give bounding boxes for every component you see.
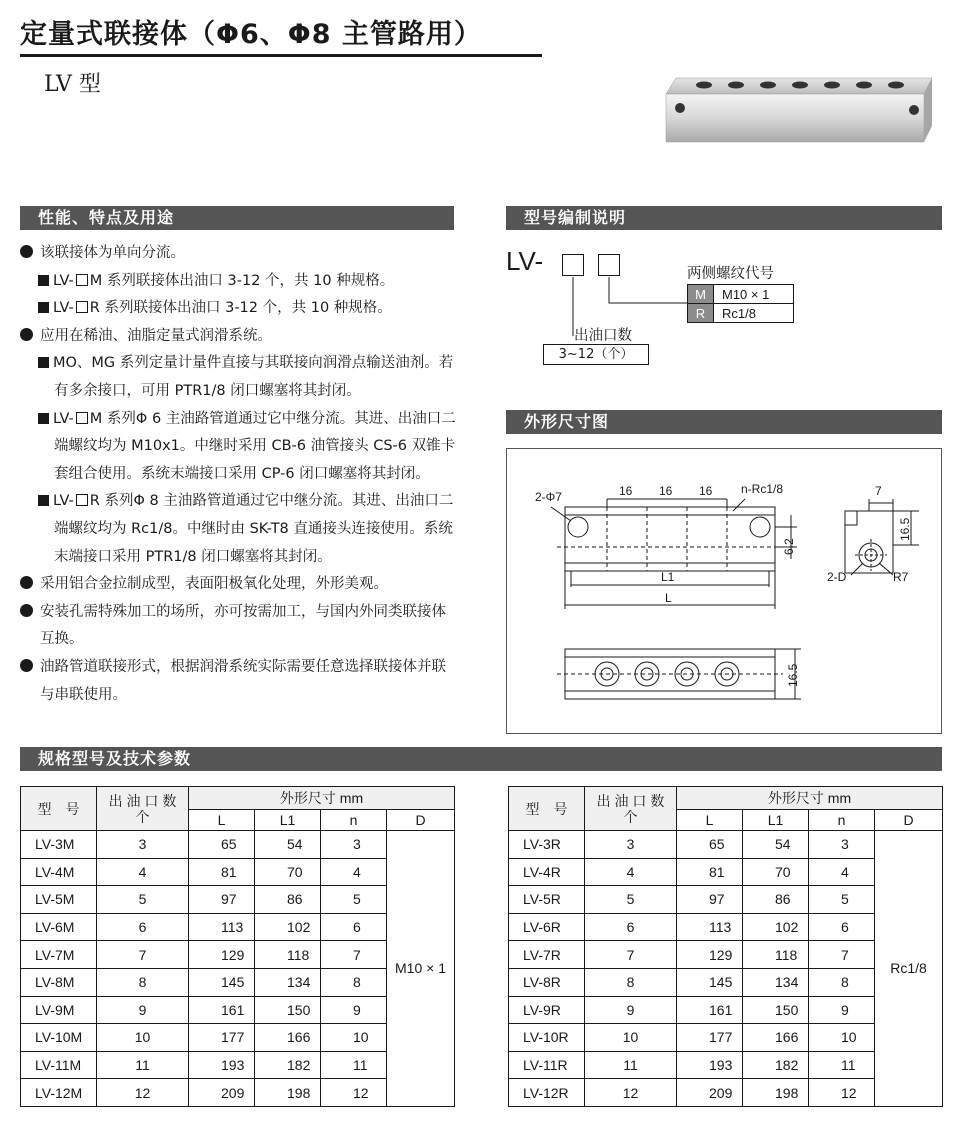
list-item: 该联接体为单向分流。 [20, 240, 460, 268]
bullet-icon [20, 576, 33, 589]
cell-L1: 150 [743, 996, 809, 1024]
list-item: 油路管道联接形式，根据润滑系统实际需要任意选择联接体并联与串联使用。 [20, 654, 460, 709]
cell-outlets: 6 [585, 913, 677, 941]
cell-L1: 102 [743, 913, 809, 941]
header-n: n [321, 810, 387, 831]
placeholder-box-icon [76, 301, 88, 313]
cell-outlets: 4 [97, 858, 189, 886]
cell-outlets: 11 [585, 1051, 677, 1079]
cell-model: LV-9M [21, 996, 97, 1024]
page-title: 定量式联接体（Φ6、Φ8 主管路用） [20, 19, 482, 50]
cell-L: 113 [189, 913, 255, 941]
cell-L: 177 [677, 1024, 743, 1052]
bullet-icon [20, 659, 33, 672]
dim-16-b: 16 [659, 484, 673, 498]
dim-16-c: 16 [699, 484, 713, 498]
section-dimensions-heading: 外形尺寸图 [506, 410, 942, 434]
header-n: n [809, 810, 875, 831]
cell-outlets: 3 [585, 831, 677, 859]
list-item: 安装孔需特殊加工的场所，亦可按需加工，与国内外同类联接体互换。 [20, 599, 460, 654]
cell-model: LV-4M [21, 858, 97, 886]
dim-thread: n-Rc1/8 [741, 482, 784, 496]
cell-L: 65 [189, 831, 255, 859]
table-row [509, 831, 943, 859]
cell-outlets: 8 [97, 968, 189, 996]
square-bullet-icon [38, 302, 49, 313]
bullet-icon [20, 604, 33, 617]
cell-L: 193 [677, 1051, 743, 1079]
cell-n: 9 [321, 996, 387, 1024]
bullet-icon [20, 245, 33, 258]
list-item: LV- R 系列Φ 8 主油路管道通过它中继分流。其进、出油口二端螺纹均为 Rc1/8。中继时由 SK-T8 直通接头连接使用。系统末端接口采用 PTR1/8 闭口螺塞将其封闭。 [20, 488, 460, 571]
cell-L1: 86 [255, 886, 321, 914]
header-model: 型 号 [509, 787, 585, 831]
cell-L: 129 [189, 941, 255, 969]
code-prefix: LV- [506, 246, 544, 276]
outlet-range-box: 3~12（个） [543, 344, 649, 365]
cell-n: 6 [321, 913, 387, 941]
cell-outlets: 10 [585, 1024, 677, 1052]
title-underline [20, 54, 542, 57]
cell-n: 9 [809, 996, 875, 1024]
cell-L1: 54 [743, 831, 809, 859]
thread-value: Rc1/8 [714, 304, 794, 323]
thread-code-table [687, 284, 794, 323]
cell-L: 161 [189, 996, 255, 1024]
header-L: L [677, 810, 743, 831]
cell-L: 161 [677, 996, 743, 1024]
cell-L1: 118 [255, 941, 321, 969]
dim-16-5-side: 16.5 [898, 517, 912, 541]
cell-outlets: 7 [585, 941, 677, 969]
cell-L: 81 [189, 858, 255, 886]
cell-model: LV-11M [21, 1051, 97, 1079]
list-item: 采用铝合金拉制成型，表面阳极氧化处理，外形美观。 [20, 571, 460, 599]
dim-16-a: 16 [619, 484, 633, 498]
cell-L: 113 [677, 913, 743, 941]
thread-key: M [688, 285, 714, 304]
cell-outlets: 8 [585, 968, 677, 996]
drawing-svg [507, 449, 941, 733]
cell-outlets: 7 [97, 941, 189, 969]
list-item: LV- M 系列Φ 6 主油路管道通过它中继分流。其进、出油口二端螺纹均为 M10x1。中继时采用 CB-6 油管接头 CS-6 双锥卡套组合使用。系统末端接口采用 CP-6 闭口螺塞将其封闭。 [20, 406, 460, 489]
cell-D: Rc1/8 [875, 831, 943, 1107]
thread-code-label: 两侧螺纹代号 [687, 266, 774, 282]
dim-6-2: 6.2 [782, 538, 796, 555]
header-dims: 外形尺寸 mm [677, 787, 943, 810]
dimension-drawing [506, 448, 942, 734]
cell-model: LV-5R [509, 886, 585, 914]
page-subtitle: LV 型 [44, 72, 101, 97]
cell-L: 145 [677, 968, 743, 996]
cell-outlets: 12 [97, 1079, 189, 1107]
header-L1: L1 [743, 810, 809, 831]
dim-phi7: 2-Φ7 [535, 490, 562, 504]
spec-table-m-body [21, 831, 455, 1107]
thread-value: M10 × 1 [714, 285, 794, 304]
list-item: LV- M 系列联接体出油口 3-12 个，共 10 种规格。 [20, 268, 460, 296]
cell-outlets: 3 [97, 831, 189, 859]
cell-n: 3 [321, 831, 387, 859]
cell-D: M10 × 1 [387, 831, 455, 1107]
cell-L1: 166 [255, 1024, 321, 1052]
cell-outlets: 11 [97, 1051, 189, 1079]
cell-L1: 70 [255, 858, 321, 886]
cell-L: 177 [189, 1024, 255, 1052]
cell-outlets: 6 [97, 913, 189, 941]
cell-n: 8 [321, 968, 387, 996]
cell-model: LV-12R [509, 1079, 585, 1107]
cell-L1: 198 [743, 1079, 809, 1107]
dim-L: L [665, 591, 672, 605]
product-photo [662, 72, 934, 146]
cell-outlets: 4 [585, 858, 677, 886]
model-code-diagram [506, 240, 806, 380]
section-code-heading: 型号编制说明 [506, 206, 942, 230]
dim-R7: R7 [893, 570, 909, 584]
header-dims: 外形尺寸 mm [189, 787, 455, 810]
cell-n: 4 [809, 858, 875, 886]
list-item: LV- R 系列联接体出油口 3-12 个，共 10 种规格。 [20, 295, 460, 323]
cell-n: 5 [321, 886, 387, 914]
cell-L1: 198 [255, 1079, 321, 1107]
cell-model: LV-5M [21, 886, 97, 914]
cell-n: 6 [809, 913, 875, 941]
dim-L1: L1 [661, 570, 675, 584]
cell-model: LV-8R [509, 968, 585, 996]
spec-table-r-body [509, 831, 943, 1107]
cell-L1: 54 [255, 831, 321, 859]
cell-L1: 134 [743, 968, 809, 996]
cell-n: 12 [321, 1079, 387, 1107]
cell-n: 3 [809, 831, 875, 859]
dim-16-5-bottom: 16.5 [786, 663, 800, 687]
cell-n: 5 [809, 886, 875, 914]
cell-L: 97 [189, 886, 255, 914]
cell-n: 7 [809, 941, 875, 969]
cell-model: LV-10M [21, 1024, 97, 1052]
cell-L1: 102 [255, 913, 321, 941]
bullet-icon [20, 328, 33, 341]
dim-D: 2-D [827, 570, 847, 584]
table-row [688, 285, 794, 304]
cell-model: LV-8M [21, 968, 97, 996]
cell-L1: 134 [255, 968, 321, 996]
placeholder-box-icon [76, 494, 88, 506]
cell-L: 81 [677, 858, 743, 886]
list-item: 应用在稀油、油脂定量式润滑系统。 [20, 323, 460, 351]
square-bullet-icon [38, 413, 49, 424]
header-outlets: 出 油 口 数 个 [97, 787, 189, 831]
features-list [20, 240, 460, 709]
cell-L: 193 [189, 1051, 255, 1079]
cell-L: 209 [677, 1079, 743, 1107]
cell-L: 145 [189, 968, 255, 996]
cell-model: LV-11R [509, 1051, 585, 1079]
square-bullet-icon [38, 275, 49, 286]
cell-n: 10 [321, 1024, 387, 1052]
cell-model: LV-4R [509, 858, 585, 886]
cell-n: 12 [809, 1079, 875, 1107]
cell-n: 11 [809, 1051, 875, 1079]
cell-model: LV-3M [21, 831, 97, 859]
cell-model: LV-7R [509, 941, 585, 969]
cell-outlets: 9 [97, 996, 189, 1024]
header-L: L [189, 810, 255, 831]
cell-L1: 182 [743, 1051, 809, 1079]
cell-model: LV-6R [509, 913, 585, 941]
cell-L1: 70 [743, 858, 809, 886]
section-features-heading: 性能、特点及用途 [20, 206, 454, 230]
header-model: 型 号 [21, 787, 97, 831]
square-bullet-icon [38, 357, 49, 368]
thread-key: R [688, 304, 714, 323]
cell-outlets: 5 [585, 886, 677, 914]
section-specs-heading: 规格型号及技术参数 [20, 747, 942, 771]
dim-7: 7 [875, 484, 882, 498]
spec-table-r [508, 786, 943, 1107]
cell-outlets: 10 [97, 1024, 189, 1052]
table-row [688, 304, 794, 323]
square-bullet-icon [38, 495, 49, 506]
table-row [21, 831, 455, 859]
cell-n: 4 [321, 858, 387, 886]
cell-n: 10 [809, 1024, 875, 1052]
cell-L1: 182 [255, 1051, 321, 1079]
cell-L1: 166 [743, 1024, 809, 1052]
cell-outlets: 5 [97, 886, 189, 914]
placeholder-box-icon [76, 274, 88, 286]
cell-L: 65 [677, 831, 743, 859]
cell-model: LV-3R [509, 831, 585, 859]
cell-L1: 86 [743, 886, 809, 914]
list-item: MO、MG 系列定量计量件直接与其联接向润滑点输送油剂。若有多余接口，可用 PTR1/8 闭口螺塞将其封闭。 [20, 350, 460, 405]
header-L1: L1 [255, 810, 321, 831]
cell-L: 129 [677, 941, 743, 969]
cell-n: 11 [321, 1051, 387, 1079]
cell-L1: 150 [255, 996, 321, 1024]
cell-L1: 118 [743, 941, 809, 969]
outlet-count-label: 出油口数 [574, 328, 632, 344]
cell-n: 8 [809, 968, 875, 996]
cell-model: LV-6M [21, 913, 97, 941]
spec-table-m [20, 786, 455, 1107]
cell-L: 97 [677, 886, 743, 914]
cell-n: 7 [321, 941, 387, 969]
cell-outlets: 12 [585, 1079, 677, 1107]
cell-model: LV-7M [21, 941, 97, 969]
cell-model: LV-9R [509, 996, 585, 1024]
placeholder-box-icon [76, 412, 88, 424]
cell-model: LV-12M [21, 1079, 97, 1107]
cell-outlets: 9 [585, 996, 677, 1024]
cell-model: LV-10R [509, 1024, 585, 1052]
header-D: D [387, 810, 455, 831]
header-D: D [875, 810, 943, 831]
header-outlets: 出 油 口 数 个 [585, 787, 677, 831]
cell-L: 209 [189, 1079, 255, 1107]
